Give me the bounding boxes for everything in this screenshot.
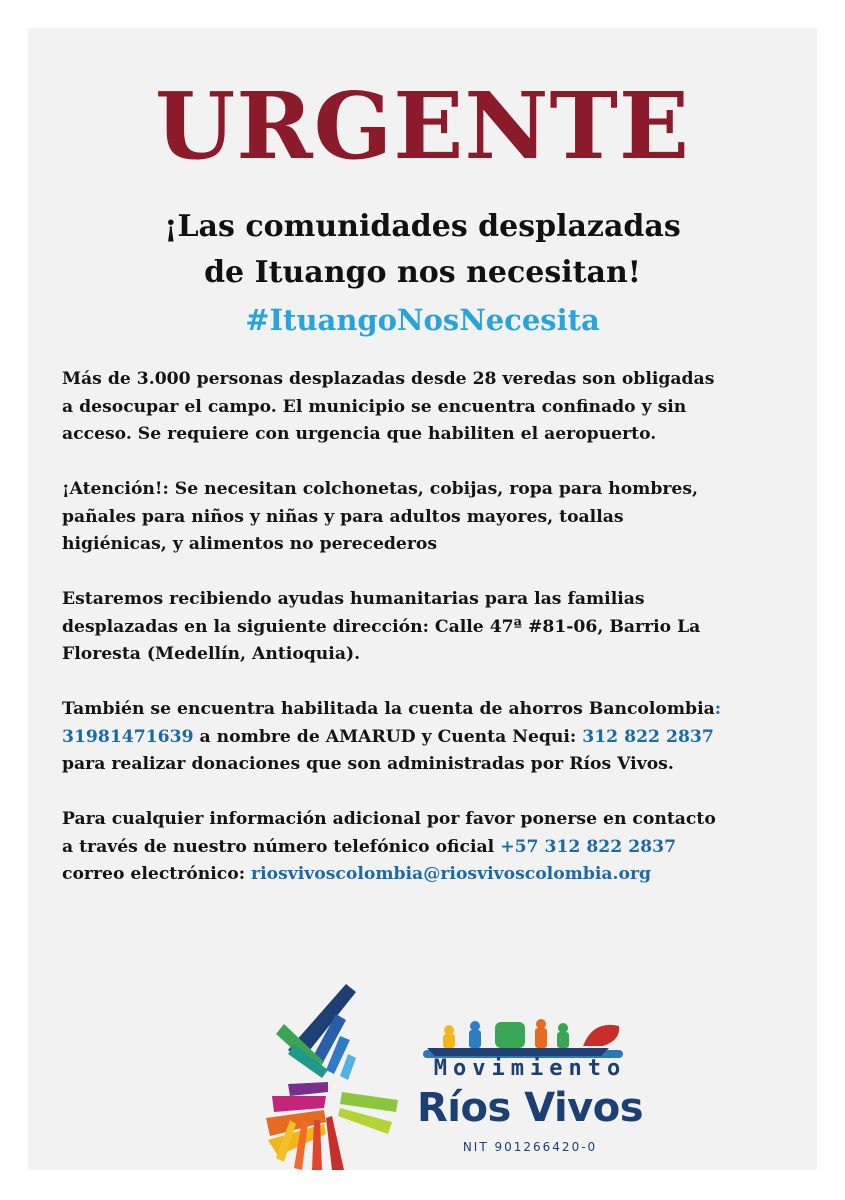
nequi-number[interactable]: 312 822 2837 [582, 726, 714, 747]
paragraph-address [62, 586, 792, 669]
paragraph-line: pañales para niños y niñas y para adultos mayores, toallas [62, 506, 624, 527]
body-text [62, 366, 792, 916]
paragraph-line: Estaremos recibiendo ayudas humanitarias para las familias [62, 589, 645, 609]
email-link[interactable]: riosvivoscolombia@riosvivoscolombia.org [251, 864, 652, 884]
figure-yellow [444, 1025, 454, 1035]
donation-text: a nombre de AMARUD y Cuenta Nequi: [193, 726, 583, 747]
paragraph-line: para realizar donaciones que son administradas por Ríos Vivos. [62, 754, 674, 774]
figure-green-body [557, 1032, 569, 1048]
figure-orange-body [535, 1028, 547, 1048]
hashtag[interactable]: #ItuangoNosNecesita [245, 303, 600, 337]
paragraph-contact [62, 806, 792, 889]
fish-net [583, 1025, 619, 1046]
figure-green [558, 1023, 568, 1033]
logo-ray-purple [288, 1082, 328, 1096]
poster [28, 28, 817, 1170]
subhead-line-2: de Ituango nos necesitan! [204, 255, 641, 290]
paragraph-line: Floresta (Medellín, Antioquia). [62, 644, 361, 664]
figure-orange [536, 1019, 546, 1029]
paragraph-line [62, 724, 792, 752]
subhead [28, 204, 817, 296]
logo-word-movimiento: Movimiento [433, 1056, 627, 1081]
figure-blue-body [469, 1030, 481, 1048]
bank-account-number[interactable]: 31981471639 [62, 726, 194, 747]
plants-green [495, 1022, 525, 1048]
contact-text: a través de nuestro número telefónico oficial [62, 836, 501, 857]
headline: URGENTE [154, 72, 691, 180]
paragraph-line [62, 834, 792, 862]
paragraph-line: a desocupar el campo. El municipio se encuentra confinado y sin [62, 396, 687, 417]
rios-vivos-logo-mark [228, 984, 398, 1170]
paragraph-line [62, 696, 792, 724]
colon: : [714, 699, 722, 719]
paragraph-situation [62, 366, 792, 449]
figure-yellow-body [443, 1034, 455, 1048]
figure-blue [470, 1021, 480, 1031]
logo-ray-red-1 [326, 1116, 344, 1170]
paragraph-line: acceso. Se requiere con urgencia que habiliten el aeropuerto. [62, 424, 657, 444]
logo-word-rios-vivos: Ríos Vivos [416, 1085, 644, 1131]
paragraph-line [62, 861, 792, 889]
paragraph-line: ¡Atención!: Se necesitan colchonetas, cobijas, ropa para hombres, [62, 479, 699, 499]
paragraph-line: higiénicas, y alimentos no perecederos [62, 534, 438, 554]
paragraph-line: desplazadas en la siguiente dirección: Calle 47ª #81-06, Barrio La [62, 616, 701, 637]
logo-ray-magenta [272, 1096, 326, 1112]
paragraph-line: Más de 3.000 personas desplazadas desde 28 veredas son obligadas [62, 369, 715, 389]
paragraph-line: Para cualquier información adicional por favor ponerse en contacto [62, 809, 716, 829]
contact-text: correo electrónico: [62, 864, 252, 884]
paragraph-needs [62, 476, 792, 559]
subhead-line-1: ¡Las comunidades desplazadas [164, 209, 681, 244]
boat-hull [427, 1048, 609, 1056]
donation-text: También se encuentra habilitada la cuenta de ahorros Bancolombia [62, 699, 715, 719]
paragraph-donations [62, 696, 792, 779]
phone-link[interactable]: +57 312 822 2837 [500, 836, 677, 857]
logo-ray-cyan [340, 1054, 356, 1080]
logo-nit: NIT 901266420-0 [462, 1140, 598, 1154]
